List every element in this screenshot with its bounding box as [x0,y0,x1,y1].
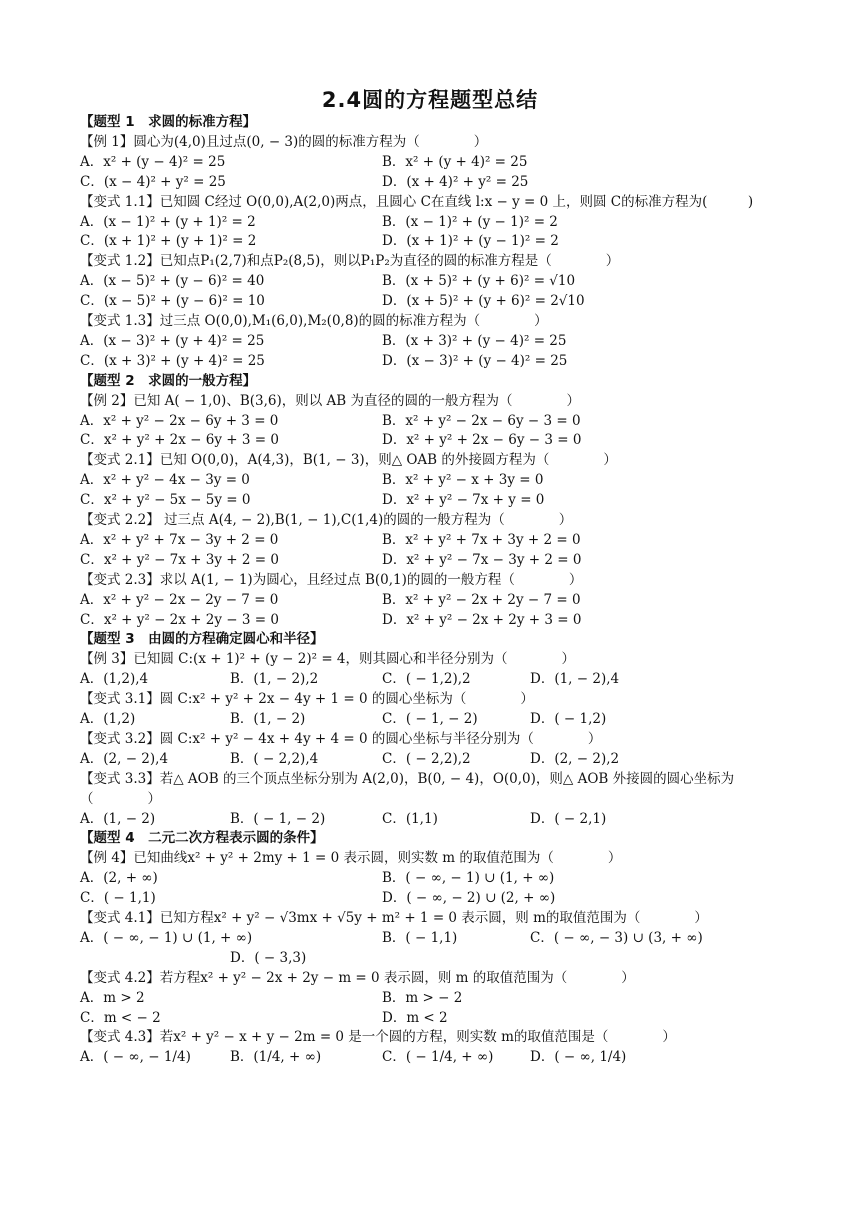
question-stem: 【变式 1.1】已知圆 C经过 O(0,0),A(2,0)两点，且圆心 C在直线 l:x − y = 0 上，则圆 C的标准方程为( ) [80,193,754,210]
option-b: D．(x − 3)² + (y − 4)² = 25 [382,352,568,369]
option-a: A．x² + y² − 4x − 3y = 0 [80,472,250,489]
option-a: C．x² + y² + 2x − 6y + 3 = 0 [80,432,279,449]
option-a: C．(x + 3)² + (y + 4)² = 25 [80,352,265,369]
section-heading: 【题型 2 求圆的一般方程】 [80,372,257,389]
option-c: C．( − 1,2),2 [382,671,471,688]
option-b: D．x² + y² + 2x − 6y − 3 = 0 [382,432,582,449]
option-b: D．m < 2 [382,1009,448,1026]
option-c: C．( − 1/4, + ∞) [382,1049,494,1066]
option-a: A．(1,2) [80,711,136,727]
option-c: C．( − ∞, − 3) ∪ (3, + ∞) [530,929,703,946]
option-b: D．x² + y² − 2x + 2y + 3 = 0 [382,611,582,628]
question-stem: 【变式 3.3】若△ AOB 的三个顶点坐标分别为 A(2,0)，B(0, − 4)，O(0,0)，则△ AOB 外接圆的圆心坐标为 [80,770,735,787]
option-b: D．( − ∞, − 2) ∪ (2, + ∞) [382,890,556,907]
option-b: B．x² + y² − 2x + 2y − 7 = 0 [382,591,581,608]
option-d: D．(2, − 2),2 [530,750,620,767]
question-stem: 【变式 3.2】圆 C:x² + y² − 4x + 4y + 4 = 0 的圆心坐标与半径分别为（ ） [80,730,602,747]
option-b: B．( − 1,1) [382,929,458,946]
option-d: D．( − 3,3) [230,949,307,966]
option-a: C．(x − 5)² + (y − 6)² = 10 [80,293,265,310]
option-b: B．(x − 1)² + (y − 1)² = 2 [382,213,558,230]
section-heading: 【题型 4 二元二次方程表示圆的条件】 [80,830,324,847]
section-heading: 【题型 3 由圆的方程确定圆心和半径】 [80,631,324,648]
question-stem: 【变式 3.1】圆 C:x² + y² + 2x − 4y + 1 = 0 的圆心坐标为（ ） [80,691,534,708]
option-a: A．( − ∞, − 1/4) [80,1049,191,1066]
option-b: B．(1/4, + ∞) [230,1049,322,1066]
question-stem: 【变式 2.1】已知 O(0,0)，A(4,3)，B(1, − 3)，则△ OAB 的外接圆方程为（ ） [80,452,617,469]
option-a: A．(1,2),4 [80,671,149,688]
option-a: C．x² + y² − 2x + 2y − 3 = 0 [80,611,279,628]
question-stem: 【例 3】已知圆 C:(x + 1)² + (y − 2)² = 4，则其圆心和半径分别为（ ） [80,651,576,668]
option-b: B．(x + 5)² + (y + 6)² = √10 [382,273,576,290]
option-c: C．( − 2,2),2 [382,750,471,767]
option-a: A．x² + y² − 2x − 6y + 3 = 0 [80,412,279,429]
option-a: A．(x − 5)² + (y − 6)² = 40 [80,273,265,290]
option-b: B．x² + (y + 4)² = 25 [382,153,528,170]
option-a: A．( − ∞, − 1) ∪ (1, + ∞) [80,929,253,946]
section-heading: 【题型 1 求圆的标准方程】 [80,114,257,130]
option-b: B．(1, − 2) [230,711,306,727]
question-stem: 【例 2】已知 A( − 1,0)、B(3,6)，则以 AB 为直径的圆的一般方程为（ ） [80,392,580,409]
document-title: 2.4圆的方程题型总结 [321,88,539,112]
question-stem: 【例 4】已知曲线x² + y² + 2my + 1 = 0 表示圆，则实数 m 的取值范围为（ ） [80,850,622,867]
option-a: A．(x − 3)² + (y + 4)² = 25 [80,332,265,349]
option-a: A．(x − 1)² + (y + 1)² = 2 [80,213,256,230]
question-stem: 【变式 2.2】 过三点 A(4, − 2),B(1, − 1),C(1,4)的圆的一般方程为（ ） [80,512,573,528]
option-b: D．x² + y² − 7x + y = 0 [382,492,545,509]
question-stem: 【变式 1.2】已知点P₁(2,7)和点P₂(8,5)，则以P₁P₂为直径的圆的标准方程是（ ） [80,253,620,270]
option-b: D．(x + 1)² + (y − 1)² = 2 [382,233,559,250]
option-a: A．x² + y² − 2x − 2y − 7 = 0 [80,591,279,608]
question-stem: 【变式 4.3】若x² + y² − x + y − 2m = 0 是一个圆的方程，则实数 m的取值范围是（ ） [80,1029,676,1046]
option-a: C．(x − 4)² + y² = 25 [80,173,226,190]
option-d: D．( − ∞, 1/4) [530,1049,627,1066]
question-stem: 【例 1】圆心为(4,0)且过点(0, − 3)的圆的标准方程为（ ） [80,133,488,150]
option-a: A．(2, − 2),4 [80,750,169,767]
option-a: C．( − 1,1) [80,890,156,907]
option-b: B．( − ∞, − 1) ∪ (1, + ∞) [382,870,555,887]
option-a: A．x² + y² + 7x − 3y + 2 = 0 [80,531,279,548]
option-c: C．( − 1, − 2) [382,711,478,727]
option-a: A．(2, + ∞) [80,870,158,887]
option-d: D．( − 1,2) [530,711,607,727]
option-b: B．x² + y² − 2x − 6y − 3 = 0 [382,412,581,429]
option-b: D．x² + y² − 7x − 3y + 2 = 0 [382,551,582,568]
option-b: B．x² + y² − x + 3y = 0 [382,472,544,489]
option-d: D．( − 2,1) [530,810,607,827]
option-b: B．(1, − 2),2 [230,671,319,688]
option-b: B．( − 2,2),4 [230,750,319,767]
option-a: C．x² + y² − 5x − 5y = 0 [80,492,251,509]
option-b: B．x² + y² + 7x + 3y + 2 = 0 [382,531,581,548]
option-a: C．(x + 1)² + (y + 1)² = 2 [80,233,257,250]
question-stem: 【变式 2.3】求以 A(1, − 1)为圆心，且经过点 B(0,1)的圆的一般方程（ ） [80,571,583,588]
option-a: A．(1, − 2) [80,810,156,827]
question-stem: 【变式 4.1】已知方程x² + y² − √3mx + √5y + m² + 1 = 0 表示圆，则 m的取值范围为（ ） [80,910,708,926]
question-stem: （ ） [80,790,161,807]
option-c: C．(1,1) [382,810,438,827]
option-b: D．(x + 5)² + (y + 6)² = 2√10 [382,293,585,310]
option-a: A．m > 2 [80,989,145,1006]
question-stem: 【变式 1.3】过三点 O(0,0),M₁(6,0),M₂(0,8)的圆的标准方程为（ ） [80,313,548,329]
option-d: D．(1, − 2),4 [530,671,620,688]
option-a: A．x² + (y − 4)² = 25 [80,153,226,170]
question-stem: 【变式 4.2】若方程x² + y² − 2x + 2y − m = 0 表示圆，则 m 的取值范围为（ ） [80,969,635,986]
option-b: B．m > − 2 [382,989,463,1006]
option-a: C．x² + y² − 7x + 3y + 2 = 0 [80,551,279,568]
option-b: D．(x + 4)² + y² = 25 [382,173,529,190]
option-b: B．(x + 3)² + (y − 4)² = 25 [382,332,567,349]
option-b: B．( − 1, − 2) [230,810,326,827]
option-a: C．m < − 2 [80,1009,161,1026]
